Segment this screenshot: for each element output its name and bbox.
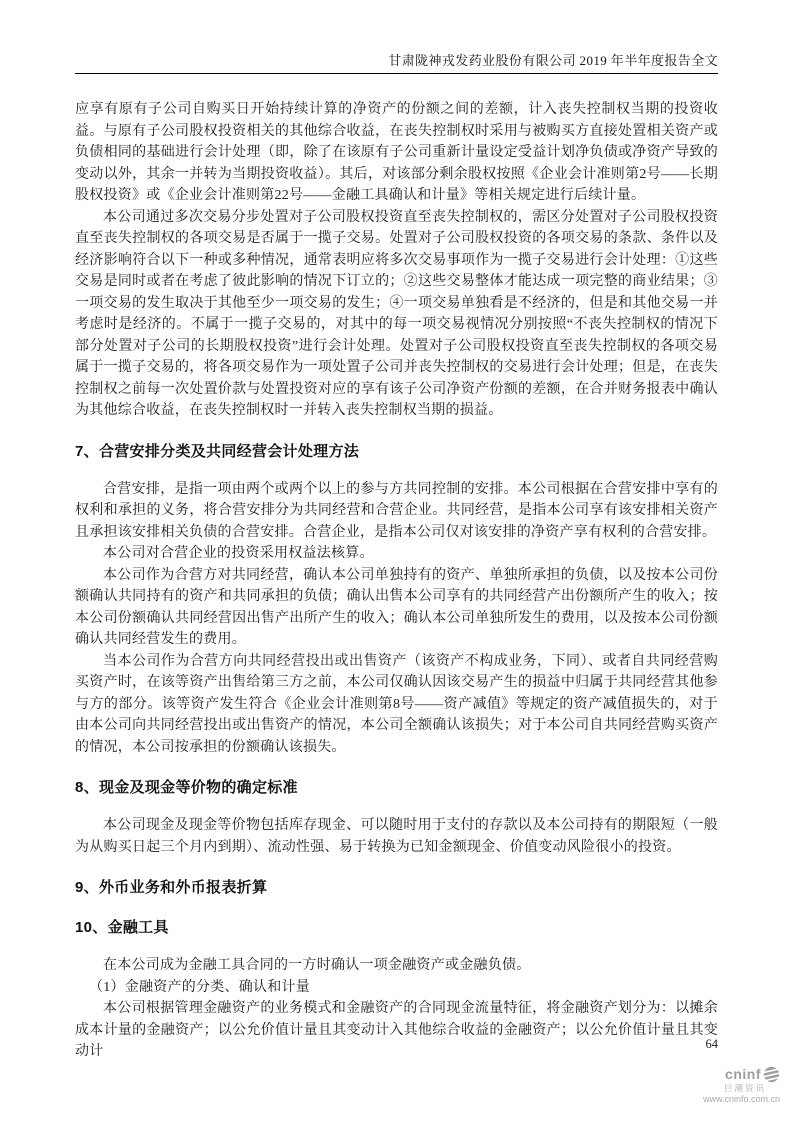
report-header-title: 甘肃陇神戎发药业股份有限公司 2019 年半年度报告全文	[388, 53, 718, 68]
cninfo-logo	[670, 1066, 780, 1105]
cninfo-brand-text: cninf	[725, 1065, 761, 1082]
header-rule	[75, 73, 718, 74]
cninfo-swirl-icon	[763, 1066, 780, 1083]
paragraph-financial-assets-classification: 本公司根据管理金融资产的业务模式和金融资产的合同现金流量特征，将金融资产划分为：以摊余成本计量的金融资产；以公允价值计量且其变动计入其他综合收益的金融资产；以公允价值计量且其变动计	[75, 1001, 718, 1059]
paragraph-joint-operation-recognition: 本公司作为合营方对共同经营，确认本公司单独持有的资产、单独所承担的负债，以及按本公司份额确认共同持有的资产和共同承担的负债；确认出售本公司享有的共同经营产出份额所产生的收入；按本公司份额确认共同经营因出售产出所产生的收入；确认本公司单独所发生的费用，以及按本公司份额确认共同经营发生的费用。	[75, 567, 718, 647]
section-heading-7-joint-arrangements: 7、合营安排分类及共同经营会计处理方法	[75, 442, 360, 460]
section-heading-10-financial-instruments: 10、金融工具	[75, 919, 169, 936]
paragraph-stepwise-disposal: 本公司通过多次交易分步处置对子公司股权投资直至丧失控制权的，需区分处置对子公司股权投资直至丧失控制权的各项交易是否属于一揽子交易。处置对子公司股权投资的各项交易的条款、条件以及经济影响符合以下一种或多种情况，通常表明应将多次交易事项作为一揽子交易进行会计处理：①这些交易是同时或者在考虑了彼此影响的情况下订立的；②这些交易整体才能达成一项完整的商业结果；③一项交易的发生取决于其他至少一项交易的发生；④一项交易单独看是不经济的，但是和其他交易一并考虑时是经济的。不属于一揽子交易的，对其中的每一项交易视情况分别按照“不丧失控制权的情况下部分处置对子公司的长期股权投资”进行会计处理。处置对子公司股权投资直至丧失控制权的各项交易属于一揽子交易的，将各项交易作为一项处置子公司并丧失控制权的交易进行会计处理；但是，在丧失控制权之前每一次处置价款与处置投资对应的享有该子公司净资产份额的差额，在合并财务报表中确认为其他综合收益，在丧失控制权时一并转入丧失控制权当期的损益。	[75, 209, 718, 418]
cninfo-chinese-name: 巨潮资讯	[723, 1083, 766, 1093]
page-number: 64	[705, 1037, 718, 1051]
document-content	[75, 82, 718, 1063]
paragraph-equity-method: 本公司对合营企业的投资采用权益法核算。	[103, 546, 374, 561]
section-heading-8-cash-equivalents: 8、现金及现金等价物的确定标准	[75, 779, 298, 796]
cninfo-url: www.cninfo.com.cn	[702, 1094, 780, 1105]
cninfo-brand-row	[670, 1066, 780, 1083]
paragraph-financial-instrument-recognition: 在本公司成为金融工具合同的一方时确认一项金融资产或金融负债。	[103, 958, 531, 973]
paragraph-joint-arrangement-definition: 合营安排，是指一项由两个或两个以上的参与方共同控制的安排。本公司根据在合营安排中享有的权利和承担的义务，将合营安排分为共同经营和合营企业。共同经营，是指本公司享有该安排相关资产且承担该安排相关负债的合营安排。合营企业，是指本公司仅对该安排的净资产享有权利的合营安排。	[75, 481, 718, 540]
paragraph-continued-disposal-gains: 应享有原有子公司自购买日开始持续计算的净资产的份额之间的差额，计入丧失控制权当期的投资收益。与原有子公司股权投资相关的其他综合收益，在丧失控制权时采用与被购买方直接处置相关资产或负债相同的基础进行会计处理（即，除了在该原有子公司重新计量设定受益计划净负债或净资产导致的变动以外，其余一并转为当期投资收益）。其后，对该部分剩余股权按照《企业会计准则第2号——长期股权投资》或《企业会计准则第22号——金融工具确认和计量》等相关规定进行后续计量。	[75, 102, 718, 203]
section-heading-9-foreign-currency: 9、外币业务和外币报表折算	[75, 879, 268, 896]
paragraph-cash-equivalents-definition: 本公司现金及现金等价物包括库存现金、可以随时用于支付的存款以及本公司持有的期限短（一般为从购买日起三个月内到期）、流动性强、易于转换为已知金额现金、价值变动风险很小的投资。	[75, 818, 718, 855]
paragraph-joint-operation-asset-transactions: 当本公司作为合营方向共同经营投出或出售资产（该资产不构成业务，下同）、或者自共同经营购买资产时，在该等资产出售给第三方之前，本公司仅确认因该交易产生的损益中归属于共同经营其他参与方的部分。该等资产发生符合《企业会计准则第8号——资产减值》等规定的资产减值损失的，对于由本公司向共同经营投出或出售资产的情况，本公司全额确认该损失；对于本公司自共同经营购买资产的情况，本公司按承担的份额确认该损失。	[75, 653, 718, 755]
paragraph-financial-assets-classification-title: （1）金融资产的分类、确认和计量	[89, 979, 310, 995]
